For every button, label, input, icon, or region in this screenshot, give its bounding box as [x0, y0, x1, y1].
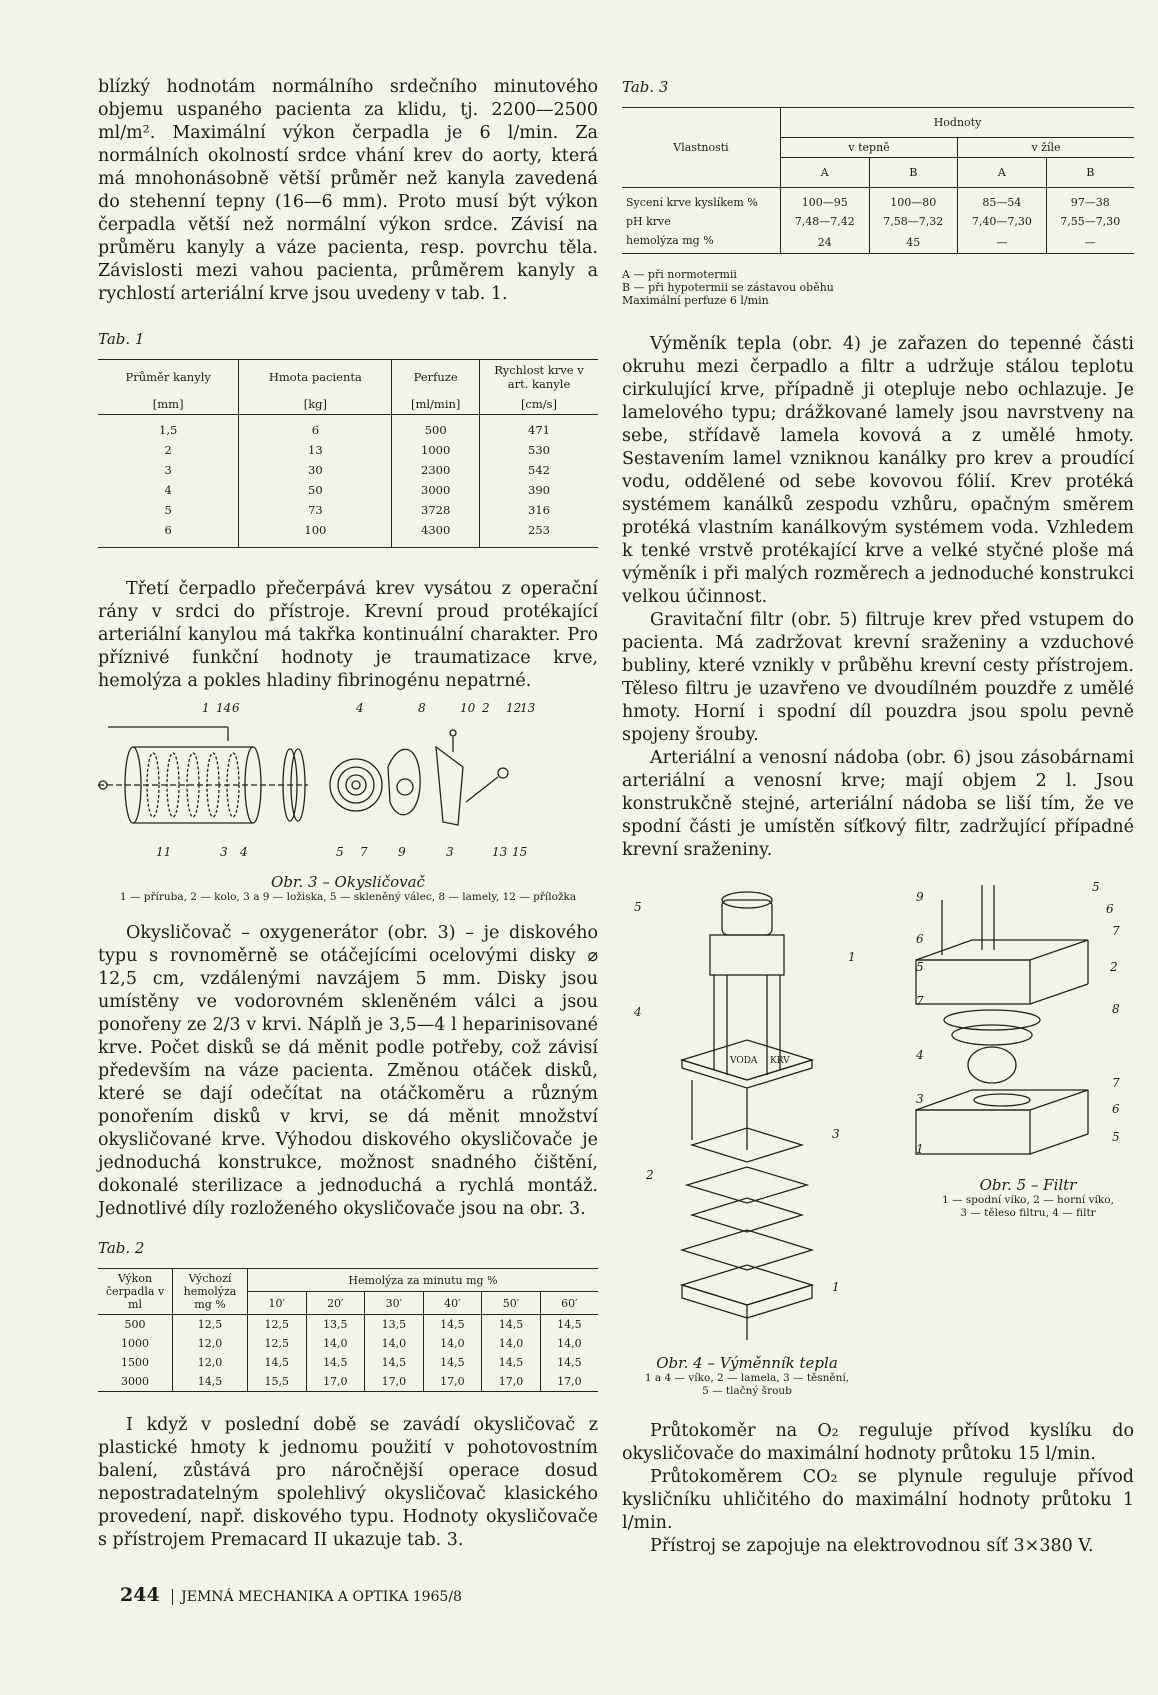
- figure-label: 9: [398, 845, 406, 859]
- figure-label: 1: [832, 1280, 840, 1294]
- paragraph: Arteriální a venosní nádoba (obr. 6) jsou zásobárnami arteriální a venosní krve; mají objem 2 l. Jsou konstrukčně stejné, arteriální nádoba se liší tím, že ve spodní části je umístěn síťkový filtr, zadržující případné krevní sraženiny.: [622, 748, 1134, 860]
- cell: 14,5: [423, 1315, 482, 1335]
- table-row: [98, 500, 598, 520]
- cell: 4300: [392, 520, 480, 548]
- table-row: [98, 1353, 598, 1372]
- cell: 14,5: [365, 1353, 424, 1372]
- figure-label: 6: [1112, 1102, 1120, 1116]
- cell: 12,0: [173, 1353, 248, 1372]
- paragraph: Gravitační filtr (obr. 5) filtruje krev před vstupem do pacienta. Má zadržovat krevní sraženiny a vzduchové bubliny, které vznikly v průběhu krevní cesty přístrojem. Těleso filtru je uzavřeno ve dvoudílném pouzdře z umělé hmoty. Horní i spodní díl pouzdra jsou spolu pevně spojeny šrouby.: [622, 610, 1134, 745]
- col-group-header: Hodnoty: [781, 108, 1135, 138]
- col-header: Výchozí hemolýza mg %: [173, 1269, 248, 1315]
- figure-label: 11: [156, 845, 172, 859]
- cell: 500: [392, 415, 480, 441]
- col-header: Hmota pacienta: [239, 360, 392, 395]
- table-row: [98, 1334, 598, 1353]
- blood-label: KRV: [770, 1056, 790, 1066]
- cell: 14,5: [306, 1353, 365, 1372]
- figure-label: 1: [916, 1142, 924, 1156]
- cell: 15,5: [248, 1372, 307, 1392]
- figure-label: 13: [520, 701, 536, 715]
- cell: 24: [781, 231, 870, 254]
- cell: 316: [480, 500, 599, 520]
- figure-label: 4: [356, 701, 364, 715]
- table-row: [622, 231, 1134, 254]
- table-row: [98, 520, 598, 548]
- figure-label: 5: [1092, 880, 1100, 894]
- paragraph: Výměník tepla (obr. 4) je zařazen do tepenné části okruhu mezi čerpadlo a filtr a udržuje stálou teplotu cirkulující krve, případně ji otepluje nebo ochlazuje. Je lamelového typu; drážkované lamely jsou navrstveny na sebe, střídavě lamela kovová a z umělé hmoty. Sestavením lamel vzniknou kanálky pro krev a proudící vodu, oddělené od sebe kovovou fólií. Krev protéká systémem kanálků zespodu vzhůru, opačným směrem protéká vlastním kanálkovým systémem voda. Vzhledem k tenké vrstvě protékající krve a velké styčné ploše má výměník i při malých rozměrech a jednoduché konstrukci velkou účinnost.: [622, 334, 1134, 607]
- col-header: B: [1046, 158, 1134, 188]
- cell: 73: [239, 500, 392, 520]
- figure-legend: 3 — těleso filtru, 4 — filtr: [960, 1207, 1096, 1219]
- cell: 500: [124, 1318, 146, 1331]
- unit: [mm]: [152, 397, 184, 411]
- table-2: [98, 1237, 598, 1392]
- paragraph: Průtokoměr na O₂ reguluje přívod kyslíku do okysličovače do maximální hodnoty průtoku 15 l/min.: [622, 1421, 1134, 1464]
- paragraph: blízký hodnotám normálního srdečního minutového objemu uspaného pacienta za klidu, tj. 2200—2500 ml/m². Maximální výkon čerpadla je 6 l/min. Za normálních okolností srdce vhání krev do aorty, která má mnohonásobně větší průměr než kanyla zavedená do stehenní tepny (16—6 mm). Proto musí být výkon čerpadla větší než normální výkon srdce. Závisí na průměru kanyly a váze pacienta, resp. povrchu těla. Závislosti mezi vahou pacienta, průměrem kanyly a rychlostí arteriální krve jsou uvedeny v tab. 1.: [98, 77, 598, 304]
- cell: hemolýza mg %: [626, 234, 714, 247]
- table-label: Tab. 2: [98, 1239, 145, 1257]
- cell: 7,55—7,30: [1046, 212, 1134, 231]
- figure-label: 5: [1112, 1130, 1120, 1144]
- cell: 14,0: [423, 1334, 482, 1353]
- cell: 17,0: [365, 1372, 424, 1392]
- unit: [ml/min]: [392, 394, 480, 415]
- table-row: [98, 415, 598, 441]
- col-header: Rychlost krve v art. kanyle: [480, 360, 599, 395]
- cell: 17,0: [423, 1372, 482, 1392]
- cell: 50: [239, 480, 392, 500]
- figure-legend: 1 — spodní víko, 2 — horní víko,: [942, 1194, 1114, 1206]
- table-label: Tab. 1: [98, 330, 145, 348]
- figure-label: 2: [1110, 960, 1118, 974]
- table: [98, 1268, 598, 1392]
- cell: 530: [480, 440, 599, 460]
- table-row: [98, 480, 598, 500]
- figure-label: 13: [492, 845, 508, 859]
- cell: 14,0: [306, 1334, 365, 1353]
- cell: 17,0: [306, 1372, 365, 1392]
- cell: 2300: [392, 460, 480, 480]
- col-header: 40′: [423, 1292, 482, 1315]
- cell: 6: [164, 523, 172, 537]
- cell: 100—95: [781, 188, 870, 213]
- cell: —: [1046, 231, 1134, 254]
- figure-label: 1: [848, 950, 856, 964]
- cell: 3000: [121, 1375, 149, 1388]
- cell: —: [958, 231, 1047, 254]
- cell: 390: [480, 480, 599, 500]
- col-group-header: v žíle: [958, 138, 1134, 158]
- cell: 7,58—7,32: [869, 212, 958, 231]
- table-row: [622, 188, 1134, 213]
- page-footer: [120, 1584, 462, 1606]
- cell: 1000: [392, 440, 480, 460]
- figure-label: 8: [1112, 1002, 1120, 1016]
- col-header: A: [781, 158, 870, 188]
- cell: 14,5: [540, 1315, 598, 1335]
- table-3: [622, 107, 1134, 254]
- figure-label: 1: [202, 701, 210, 715]
- figure-legend: 5 — tlačný šroub: [702, 1385, 792, 1397]
- figure-label: 7: [1112, 1076, 1120, 1090]
- cell: 14,5: [540, 1353, 598, 1372]
- note: A — při normotermii: [622, 268, 737, 281]
- cell: 14,5: [248, 1353, 307, 1372]
- oxygenator-drawing: [98, 707, 598, 857]
- cell: 13,5: [365, 1315, 424, 1335]
- table-notes: [622, 268, 1134, 307]
- water-label: VODA: [730, 1056, 758, 1066]
- col-header: 30′: [365, 1292, 424, 1315]
- cell: Sycení krve kyslíkem %: [626, 196, 758, 209]
- cell: 6: [239, 415, 392, 441]
- col-header: 20′: [306, 1292, 365, 1315]
- cell: 13,5: [306, 1315, 365, 1335]
- col-header: Perfuze: [392, 360, 480, 395]
- unit: [kg]: [239, 394, 392, 415]
- col-header: A: [958, 158, 1047, 188]
- figure-label: 4: [240, 845, 248, 859]
- cell: 12,5: [173, 1315, 248, 1335]
- table-row: [98, 1315, 598, 1335]
- cell: 3000: [392, 480, 480, 500]
- figure-label: 4: [634, 1005, 642, 1019]
- page-number: 244: [120, 1584, 160, 1606]
- col-header: 10′: [248, 1292, 307, 1315]
- figure-legend: 1 — příruba, 2 — kolo, 3 a 9 — ložiska, 5 — skleněný válec, 8 — lamely, 12 — příložka: [119, 891, 577, 903]
- figure-label: 6: [916, 932, 924, 946]
- figure-caption: Obr. 3 – Okysličovač: [271, 873, 425, 891]
- table-row: [622, 212, 1134, 231]
- cell: 253: [480, 520, 599, 548]
- right-column: [622, 76, 1134, 1558]
- left-column: [98, 76, 598, 1552]
- cell: 17,0: [540, 1372, 598, 1392]
- figure-label: 6: [232, 701, 240, 715]
- figure-label: 15: [512, 845, 528, 859]
- table-row: [98, 440, 598, 460]
- cell: 2: [164, 443, 172, 457]
- table-row: [98, 1372, 598, 1392]
- cell: 13: [239, 440, 392, 460]
- journal-name: JEMNÁ MECHANIKA A OPTIKA 1965/8: [172, 1589, 462, 1605]
- figure-caption: Obr. 4 – Výměnník tepla: [656, 1354, 838, 1372]
- figure-label: 14: [216, 701, 232, 715]
- cell: 471: [480, 415, 599, 441]
- cell: 100: [239, 520, 392, 548]
- cell: 3728: [392, 500, 480, 520]
- cell: 12,0: [173, 1334, 248, 1353]
- paragraph: Přístroj se zapojuje na elektrovodnou síť 3×380 V.: [650, 1536, 1094, 1556]
- figure-label: 9: [916, 890, 924, 904]
- figure-label: 2: [646, 1168, 654, 1182]
- cell: 542: [480, 460, 599, 480]
- unit: [cm/s]: [480, 394, 599, 415]
- paragraph: Třetí čerpadlo přečerpává krev vysátou z operační rány v srdci do přístroje. Krevní proud protékající arteriální kanylou má takřka kontinuální charakter. Pro příznivé funkční hodnoty je traumatizace krve, hemolýza a pokles hladiny fibrinogénu nepatrné.: [98, 579, 598, 691]
- cell: 12,5: [248, 1315, 307, 1335]
- cell: 14,0: [540, 1334, 598, 1353]
- figure-label: 7: [916, 994, 924, 1008]
- cell: 14,0: [365, 1334, 424, 1353]
- figure-label: 5: [336, 845, 344, 859]
- figure-legend: 1 a 4 — víko, 2 — lamela, 3 — těsnění,: [644, 1372, 850, 1384]
- cell: 7,40—7,30: [958, 212, 1047, 231]
- cell: 14,5: [482, 1315, 541, 1335]
- cell: 5: [164, 503, 172, 517]
- cell: 85—54: [958, 188, 1047, 213]
- paragraph: I když v poslední době se zavádí okysličovač z plastické hmoty k jednomu použití v pohotovostním balení, zůstává pro náročnější operace dosud nepostradatelným spolehlivý okysličovač klasického provedení, např. diskového typu. Hodnoty okysličovače s přístrojem Premacard II ukazuje tab. 3.: [98, 1415, 598, 1550]
- figure-label: 5: [916, 960, 924, 974]
- figure-label: 3: [832, 1127, 840, 1141]
- cell: 30: [239, 460, 392, 480]
- figure-label: 3: [446, 845, 454, 859]
- cell: 17,0: [482, 1372, 541, 1392]
- cell: 3: [164, 463, 172, 477]
- col-header: Průměr kanyly: [125, 370, 211, 384]
- table-1: [98, 328, 598, 548]
- figure-label: 5: [634, 900, 642, 914]
- col-header: 60′: [540, 1292, 598, 1315]
- cell: 14,5: [423, 1353, 482, 1372]
- cell: 45: [869, 231, 958, 254]
- col-group-header: Hemolýza za minutu mg %: [248, 1269, 599, 1292]
- cell: 1500: [121, 1356, 149, 1369]
- figure-labels-bottom: [98, 845, 598, 859]
- figure-5-caption-block: [922, 1176, 1134, 1220]
- table: [98, 359, 598, 548]
- cell: pH krve: [626, 215, 671, 228]
- cell: 14,5: [482, 1353, 541, 1372]
- cell: 12,5: [248, 1334, 307, 1353]
- figure-label: 10: [460, 701, 476, 715]
- col-group-header: v tepně: [781, 138, 958, 158]
- note: Maximální perfuze 6 l/min: [622, 294, 769, 307]
- figure-4-caption-block: [622, 1354, 872, 1398]
- figure-label: 7: [1112, 924, 1120, 938]
- cell: 7,48—7,42: [781, 212, 870, 231]
- col-header: B: [869, 158, 958, 188]
- cell: 100—80: [869, 188, 958, 213]
- cell: 1,5: [159, 423, 178, 437]
- figure-label: 6: [1106, 902, 1114, 916]
- cell: 4: [164, 483, 172, 497]
- cell: 14,5: [173, 1372, 248, 1392]
- figure-caption: Obr. 5 – Filtr: [979, 1176, 1077, 1194]
- cell: 97—38: [1046, 188, 1134, 213]
- figures-4-5: [622, 880, 1134, 1420]
- figure-label: 3: [916, 1092, 924, 1106]
- figure-label: 4: [916, 1048, 924, 1062]
- col-header: Výkon čerpadla v ml: [98, 1269, 173, 1315]
- figure-label: 12: [506, 701, 522, 715]
- figure-labels: [622, 880, 1134, 1350]
- figure-3: [98, 701, 598, 887]
- cell: 14,0: [482, 1334, 541, 1353]
- cell: 1000: [121, 1337, 149, 1350]
- figure-label: 3: [220, 845, 228, 859]
- figure-label: 7: [360, 845, 368, 859]
- paragraph: Průtokoměrem CO₂ se plynule reguluje přívod kysličníku uhličitého do maximální hodnoty průtoku 1 l/min.: [622, 1467, 1134, 1533]
- col-header: Vlastnosti: [622, 108, 781, 188]
- col-header: 50′: [482, 1292, 541, 1315]
- table-label: Tab. 3: [622, 78, 669, 96]
- paragraph: Okysličovač – oxygenerátor (obr. 3) – je diskového typu s rovnoměrně se otáčejícími ocelovými disky ⌀ 12,5 cm, vzdálenými navzájem 5 mm. Disky jsou umístěny ve vodorovném skleněném válci a jsou ponořeny ze 2/3 v krvi. Náplň je 3,5—4 l heparinisované krve. Počet disků se dá měnit podle potřeby, což závisí především na váze pacienta. Změnou otáček disků, které se dají odečítat na otáčkoměru a různým ponořením disků v krvi, se dá měnit množství okysličované krve. Výhodou diskového okysličovače je jednoduchá konstrukce, možnost snadného čištění, dokonalé sterilizace a jednoduchá a rychlá montáž. Jednotlivé díly rozloženého okysličovače jsou na obr. 3.: [98, 923, 598, 1219]
- table-row: [98, 460, 598, 480]
- figure-label: 2: [482, 701, 490, 715]
- figure-label: 8: [418, 701, 426, 715]
- note: B — při hypotermii se zástavou oběhu: [622, 281, 834, 294]
